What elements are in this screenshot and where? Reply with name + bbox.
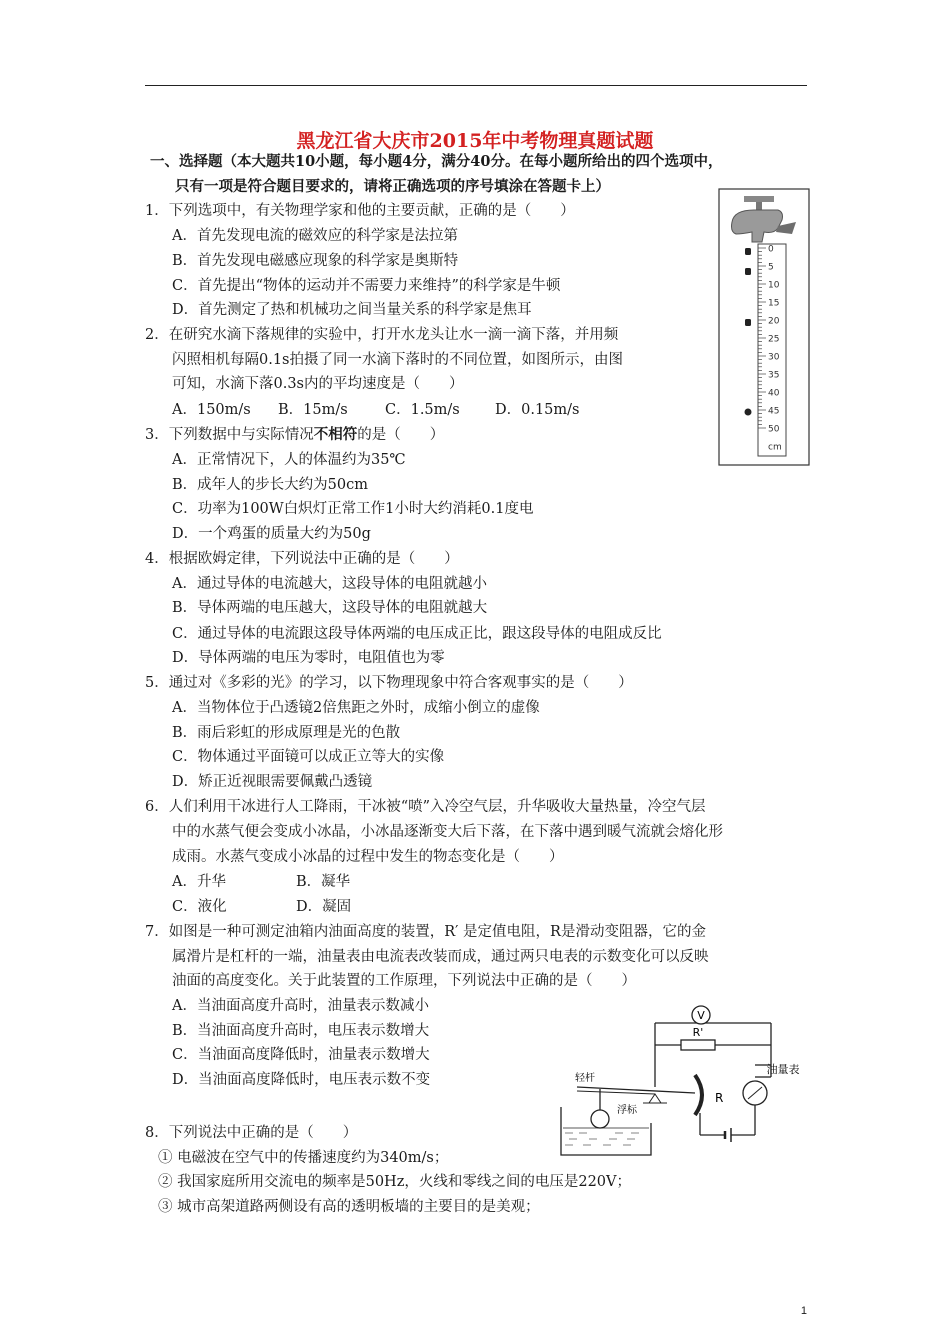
section-heading-line2: 只有一项是符合题目要求的，请将正确选项的序号填涂在答题卡上） xyxy=(175,178,610,195)
ruler-tick-label: 30 xyxy=(768,352,780,363)
q8-item-1: ① 电磁波在空气中的传播速度约为340m/s； xyxy=(158,1150,449,1166)
q6-option-a: A．升华 xyxy=(172,874,226,890)
header-rule xyxy=(145,85,807,86)
q7-option-a: A．当油面高度升高时，油量表示数减小 xyxy=(172,998,429,1014)
q8-item-3: ③ 城市高架道路两侧设有高的透明板墙的主要目的是美观； xyxy=(158,1199,540,1215)
q4-option-a: A．通过导体的电流越大，这段导体的电阻就越小 xyxy=(172,576,487,592)
voltmeter-label: V xyxy=(697,1009,705,1022)
fixed-resistor-label: R' xyxy=(692,1026,704,1039)
q1-stem: 1．下列选项中，有关物理学家和他的主要贡献，正确的是（ ） xyxy=(145,203,575,219)
q3-stem-bold: 不相符 xyxy=(313,426,358,443)
q7-option-d: D．当油面高度降低时，电压表示数不变 xyxy=(172,1072,431,1088)
q3-option-b: B．成年人的步长大约为50cm xyxy=(172,477,368,493)
fixed-resistor-symbol xyxy=(681,1040,715,1050)
ruler-tick-label: cm xyxy=(768,442,782,453)
ruler-tick-label: 0 xyxy=(768,244,774,255)
q3-option-d: D．一个鸡蛋的质量大约为50g xyxy=(172,526,371,542)
q5-stem: 5．通过对《多彩的光》的学习，以下物理现象中符合客观事实的是（ ） xyxy=(145,675,633,691)
q2-option-c: C．1.5m/s xyxy=(385,402,460,418)
q1-option-d: D．首先测定了热和机械功之间当量关系的科学家是焦耳 xyxy=(172,302,532,318)
q2-stem-line1: 2．在研究水滴下落规律的实验中，打开水龙头让水一滴一滴下落，并用频 xyxy=(145,327,619,343)
q5-option-d: D．矫正近视眼需要佩戴凸透镜 xyxy=(172,774,373,790)
ruler-tick-label: 35 xyxy=(768,370,780,381)
oil-gauge-circuit-figure xyxy=(555,995,815,1165)
q6-option-c: C．液化 xyxy=(172,899,227,915)
q7-option-c: C．当油面高度降低时，油量表示数增大 xyxy=(172,1047,430,1063)
ruler-tick-label: 10 xyxy=(768,280,780,291)
ruler-tick-label: 20 xyxy=(768,316,780,327)
float-label: 浮标 xyxy=(617,1105,637,1116)
pivot-symbol xyxy=(649,1094,661,1103)
q7-stem-line1: 7．如图是一种可测定油箱内油面高度的装置，R′ 是定值电阻，R是滑动变阻器，它的金 xyxy=(145,924,706,940)
page-title: 黑龙江省大庆市2015年中考物理真题试题 xyxy=(296,130,654,152)
page-number: 1 xyxy=(800,1305,807,1317)
q1-option-c: C．首先提出“物体的运动并不需要力来维持”的科学家是牛顿 xyxy=(172,278,561,294)
q5-option-c: C．物体通过平面镜可以成正立等大的实像 xyxy=(172,749,445,765)
q4-option-b: B．导体两端的电压越大，这段导体的电阻就越大 xyxy=(172,600,488,616)
ruler-tick-label: 45 xyxy=(768,406,780,417)
ruler-tick-label: 5 xyxy=(768,262,774,273)
q3-stem-pre: 3．下列数据中与实际情况 xyxy=(145,427,314,443)
q4-option-d: D．导体两端的电压为零时，电阻值也为零 xyxy=(172,650,445,666)
q5-option-a: A．当物体位于凸透镜2倍焦距之外时，成缩小倒立的虚像 xyxy=(172,700,540,716)
q2-stem-line3: 可知，水滴下落0.3s内的平均速度是（ ） xyxy=(172,376,464,392)
q3-option-c: C．功率为100W白炽灯正常工作1小时大约消耗0.1度电 xyxy=(172,501,534,517)
rheostat-symbol xyxy=(695,1075,702,1115)
lever-label: 轻杆 xyxy=(575,1073,595,1084)
q7-option-b: B．当油面高度升高时，电压表示数增大 xyxy=(172,1023,430,1039)
q2-option-a: A．150m/s xyxy=(172,402,251,418)
faucet-ruler-figure xyxy=(718,188,810,466)
rheostat-label: R xyxy=(715,1091,724,1105)
q7-stem-line3: 油面的高度变化。关于此装置的工作原理，下列说法中正确的是（ ） xyxy=(172,973,636,989)
q2-stem-line2: 闪照相机每隔0.1s拍摄了同一水滴下落时的不同位置，如图所示，由图 xyxy=(172,352,623,368)
q7-stem-line2: 属滑片是杠杆的一端，油量表由电流表改装而成，通过两只电表的示数变化可以反映 xyxy=(172,949,709,965)
q3-stem-post: 的是（ ） xyxy=(357,427,445,443)
q3-stem xyxy=(145,425,444,445)
q8-item-2: ② 我国家庭所用交流电的频率是50Hz，火线和零线之间的电压是220V； xyxy=(158,1174,631,1190)
oil-meter-label: 油量表 xyxy=(766,1063,800,1076)
q2-option-d: D．0.15m/s xyxy=(495,402,580,418)
q6-option-b: B．凝华 xyxy=(296,874,351,890)
q1-option-b: B．首先发现电磁感应现象的科学家是奥斯特 xyxy=(172,253,459,269)
q6-option-d: D．凝固 xyxy=(296,899,352,915)
ruler-tick-label: 40 xyxy=(768,388,780,399)
q6-stem-line3: 成雨。水蒸气变成小冰晶的过程中发生的物态变化是（ ） xyxy=(172,849,564,865)
q4-option-c: C．通过导体的电流跟这段导体两端的电压成正比，跟这段导体的电阻成反比 xyxy=(172,626,662,642)
q3-option-a: A．正常情况下，人的体温约为35℃ xyxy=(172,452,406,468)
ruler-tick-label: 25 xyxy=(768,334,780,345)
ruler-tick-label: 50 xyxy=(768,424,780,435)
float-icon xyxy=(591,1110,609,1128)
q1-option-a: A．首先发现电流的磁效应的科学家是法拉第 xyxy=(172,228,458,244)
q6-stem-line2: 中的水蒸气便会变成小冰晶，小冰晶逐渐变大后下落，在下落中遇到暖气流就会熔化形 xyxy=(172,824,723,840)
q5-option-b: B．雨后彩虹的形成原理是光的色散 xyxy=(172,725,401,741)
section-heading-line1: 一、选择题（本大题共10小题，每小题4分，满分40分。在每小题所给出的四个选项中， xyxy=(150,153,723,170)
q6-stem-line1: 6．人们利用干冰进行人工降雨，干冰被“喷”入冷空气层，升华吸收大量热量，冷空气层 xyxy=(145,799,706,815)
q2-option-b: B．15m/s xyxy=(278,402,348,418)
q4-stem: 4．根据欧姆定律，下列说法中正确的是（ ） xyxy=(145,551,459,567)
q8-stem: 8．下列说法中正确的是（ ） xyxy=(145,1125,358,1141)
ruler-tick-label: 15 xyxy=(768,298,780,309)
